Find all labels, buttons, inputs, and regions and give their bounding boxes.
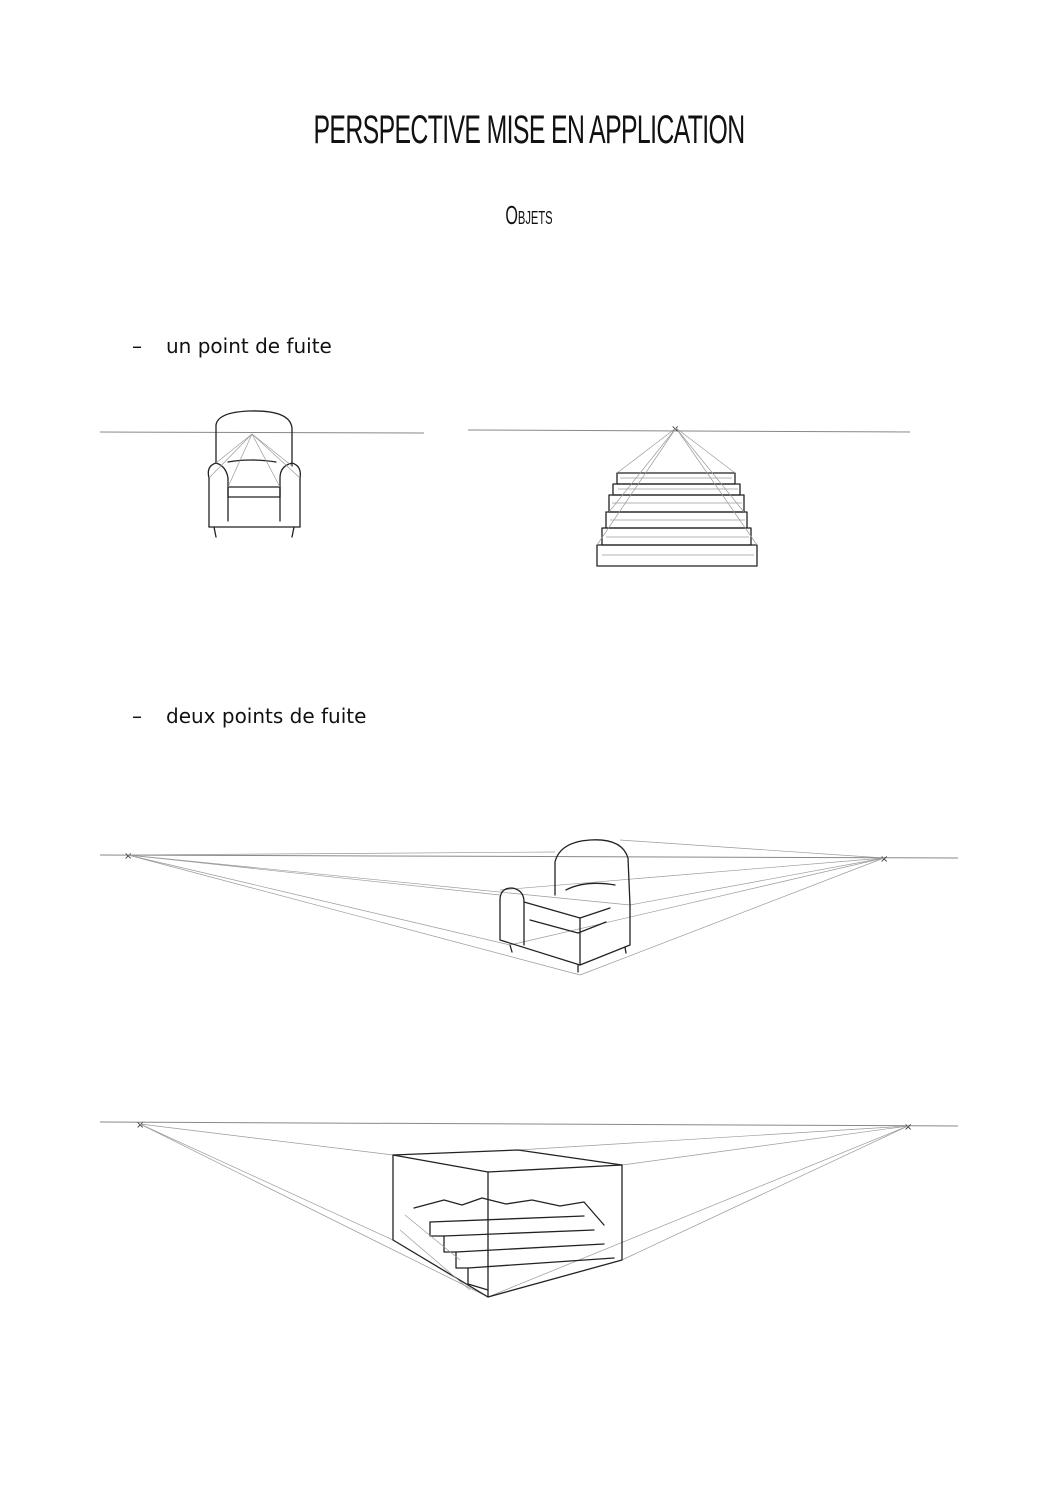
stairs-two-point-drawing: [100, 1120, 958, 1297]
bullet-dash: –: [132, 704, 142, 728]
horizon-line: [100, 1122, 958, 1126]
vanishing-point-right-mark: ×: [904, 1122, 913, 1133]
stairs-one-point-drawing: [468, 424, 910, 566]
bullet-dash: –: [132, 334, 142, 358]
page-title: PERSPECTIVE MISE EN APPLICATION: [313, 108, 745, 152]
armchair-one-point-drawing: [100, 411, 424, 537]
horizon-line: [100, 855, 958, 858]
page-subtitle: Objets: [505, 200, 553, 230]
horizon-line: [468, 430, 910, 432]
vanishing-point-right-mark: ×: [880, 854, 889, 865]
section-label: un point de fuite: [166, 334, 332, 358]
vanishing-point-left-mark: ×: [124, 851, 133, 862]
vanishing-point-mark: ×: [671, 424, 680, 435]
horizon-line: [100, 432, 424, 433]
armchair-two-point-drawing: [100, 840, 958, 975]
section-label: deux points de fuite: [166, 704, 367, 728]
vanishing-point-left-mark: ×: [136, 1120, 145, 1131]
